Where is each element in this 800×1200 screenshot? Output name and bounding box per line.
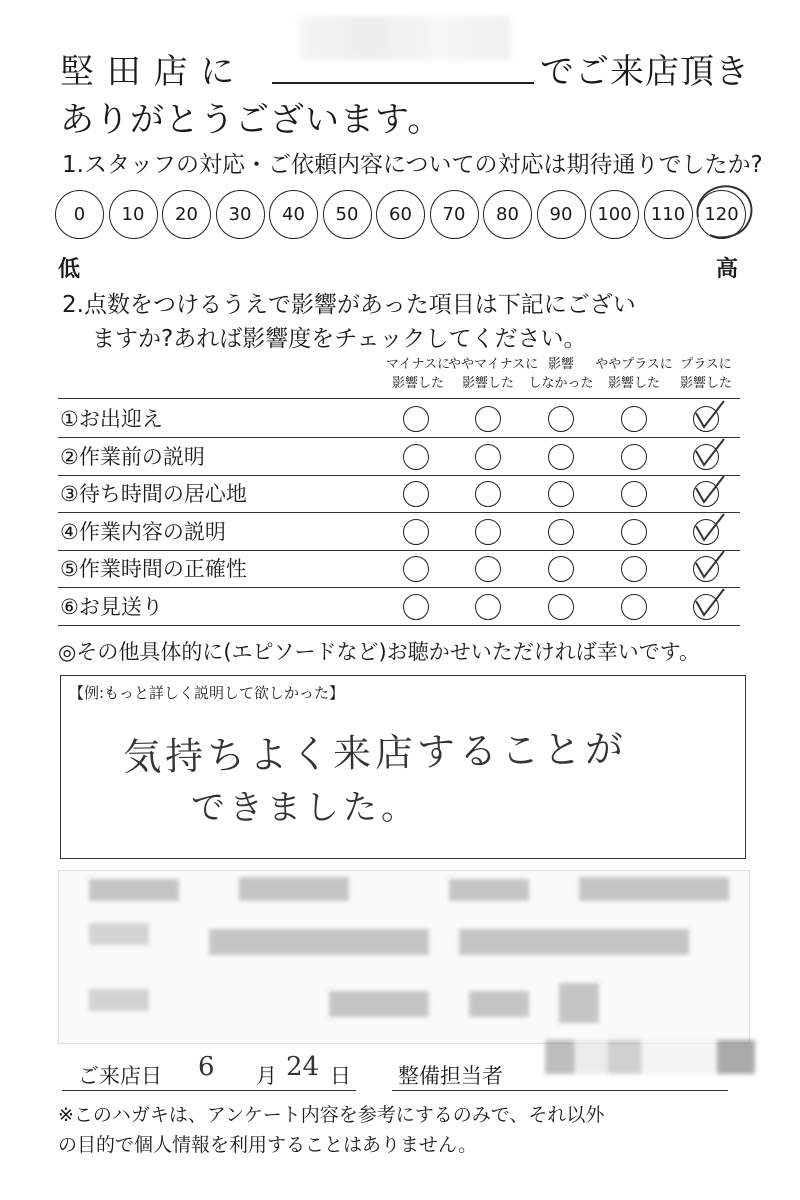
rating-option-110[interactable]	[644, 190, 693, 239]
rating-option-label: 80	[496, 204, 519, 225]
rating-option-20[interactable]	[162, 190, 211, 239]
influence-option-2[interactable]	[475, 481, 501, 507]
influence-option-3[interactable]	[548, 519, 574, 545]
table-row	[58, 438, 740, 476]
table-top-rule	[58, 398, 740, 399]
check-mark-icon	[690, 587, 730, 621]
visit-day-value: 24	[286, 1052, 320, 1082]
influence-option-4[interactable]	[621, 556, 647, 582]
staff-label: 整備担当者	[398, 1064, 503, 1088]
rating-option-120[interactable]	[697, 190, 746, 239]
rating-option-80[interactable]	[483, 190, 532, 239]
row-label: ⑥お見送り	[60, 594, 163, 619]
influence-option-1[interactable]	[403, 594, 429, 620]
check-mark-icon	[690, 474, 730, 508]
influence-option-2[interactable]	[475, 519, 501, 545]
low-label: 低	[58, 257, 81, 282]
column-header-line1: 影響	[547, 357, 574, 372]
visit-month-value: 6	[198, 1052, 215, 1082]
rating-option-70[interactable]	[430, 190, 479, 239]
column-header-line2: 影響した	[679, 376, 732, 391]
handwritten-comment-line2: できました。	[191, 788, 419, 828]
column-header-4	[594, 355, 674, 393]
rating-option-10[interactable]	[109, 190, 158, 239]
visit-date-label: ご来店日	[78, 1064, 162, 1088]
handwritten-comment-line1: 気持ちよく来店することが	[122, 726, 628, 780]
influence-option-5[interactable]	[693, 481, 719, 507]
column-header-line1: プラスに	[680, 357, 732, 372]
visit-month-unit: 月	[256, 1064, 277, 1088]
rating-option-30[interactable]	[216, 190, 265, 239]
table-row	[58, 513, 740, 551]
row-label: ⑤作業時間の正確性	[60, 557, 247, 581]
influence-option-4[interactable]	[621, 444, 647, 470]
rating-option-label: 120	[704, 204, 739, 225]
question-2-line2: ますか?あれば影響度をチェックしてください。	[92, 326, 587, 352]
rating-option-100[interactable]	[590, 190, 639, 239]
column-header-2	[448, 355, 539, 393]
staff-line	[392, 1090, 728, 1091]
column-header-3	[521, 355, 601, 393]
rating-option-label: 30	[228, 204, 252, 225]
visit-date-line	[62, 1090, 356, 1091]
rating-option-label: 40	[282, 204, 305, 225]
influence-option-3[interactable]	[548, 444, 574, 470]
influence-option-4[interactable]	[621, 594, 647, 620]
table-row	[58, 400, 740, 438]
influence-option-2[interactable]	[475, 406, 501, 432]
column-header-line2: 影響した	[461, 376, 514, 391]
privacy-note-line1: ※このハガキは、アンケート内容を参考にするのみで、それ以外	[58, 1104, 605, 1126]
comment-prompt: ◎その他具体的に(エピソードなど)お聴かせいただければ幸いです。	[58, 640, 701, 664]
rating-option-label: 10	[121, 204, 145, 225]
rating-option-label: 0	[73, 204, 86, 225]
influence-option-1[interactable]	[403, 406, 429, 432]
redacted-staff-name	[545, 1040, 755, 1074]
header-suffix: でご来店頂き	[540, 52, 750, 92]
rating-option-50[interactable]	[323, 190, 372, 239]
influence-option-1[interactable]	[403, 519, 429, 545]
header-thanks: ありがとうございます。	[60, 100, 443, 140]
row-label: ①お出迎え	[60, 407, 163, 431]
influence-option-4[interactable]	[621, 519, 647, 545]
check-mark-icon	[690, 437, 730, 471]
redacted-personal-info	[58, 870, 750, 1044]
rating-option-0[interactable]	[55, 190, 104, 239]
rating-scale	[55, 190, 755, 240]
column-header-line2: 影響した	[607, 376, 660, 391]
influence-option-5[interactable]	[693, 519, 719, 545]
rating-option-label: 90	[549, 204, 573, 225]
check-mark-icon	[690, 399, 730, 433]
rating-option-label: 50	[335, 204, 359, 225]
column-header-line1: ややプラスに	[595, 357, 673, 372]
question-1: 1.スタッフの対応・ご依頼内容についての対応は期待通りでしたか?	[62, 152, 763, 178]
influence-option-4[interactable]	[621, 481, 647, 507]
influence-option-3[interactable]	[548, 556, 574, 582]
column-header-line2: 影響した	[391, 376, 444, 391]
influence-option-2[interactable]	[475, 594, 501, 620]
check-mark-icon	[690, 549, 730, 583]
influence-option-5[interactable]	[693, 444, 719, 470]
influence-option-4[interactable]	[621, 406, 647, 432]
rating-option-label: 70	[442, 204, 466, 225]
influence-option-3[interactable]	[548, 481, 574, 507]
rating-option-60[interactable]	[376, 190, 425, 239]
influence-option-1[interactable]	[403, 481, 429, 507]
visit-day-unit: 日	[330, 1064, 351, 1088]
row-label: ②作業前の説明	[60, 444, 205, 469]
store-name: 堅 田 店 に	[60, 52, 236, 92]
influence-option-1[interactable]	[403, 444, 429, 470]
influence-option-3[interactable]	[548, 594, 574, 620]
influence-option-2[interactable]	[475, 556, 501, 582]
rating-option-40[interactable]	[269, 190, 318, 239]
check-mark-icon	[690, 512, 730, 546]
rating-option-90[interactable]	[537, 190, 586, 239]
influence-option-5[interactable]	[693, 406, 719, 432]
row-label: ④作業内容の説明	[60, 519, 226, 544]
table-row	[58, 550, 740, 588]
rating-option-label: 100	[597, 204, 632, 225]
column-header-1	[378, 355, 458, 393]
influence-option-3[interactable]	[548, 406, 574, 432]
rating-option-label: 20	[175, 204, 198, 225]
table-row	[58, 475, 740, 513]
privacy-note-line2: の目的で個人情報を利用することはありません。	[58, 1134, 478, 1156]
column-header-5	[666, 355, 746, 393]
question-2-line1: 2.点数をつけるうえで影響があった項目は下記にござい	[62, 292, 636, 318]
high-label: 高	[716, 257, 739, 282]
rating-option-label: 110	[650, 204, 686, 225]
influence-option-2[interactable]	[475, 444, 501, 470]
name-blank-line	[272, 40, 534, 84]
selected-mark-icon	[690, 183, 756, 243]
table-row	[58, 588, 740, 626]
influence-option-5[interactable]	[693, 556, 719, 582]
column-header-line1: マイナスに	[385, 357, 451, 372]
influence-option-1[interactable]	[403, 556, 429, 582]
rating-option-label: 60	[389, 204, 412, 225]
comment-box	[60, 675, 746, 859]
comment-example: 【例:もっと詳しく説明して欲しかった】	[69, 684, 345, 702]
column-header-line2: しなかった	[528, 376, 594, 391]
influence-option-5[interactable]	[693, 594, 719, 620]
row-label: ③待ち時間の居心地	[60, 482, 247, 506]
column-header-line1: ややマイナスに	[448, 357, 539, 372]
